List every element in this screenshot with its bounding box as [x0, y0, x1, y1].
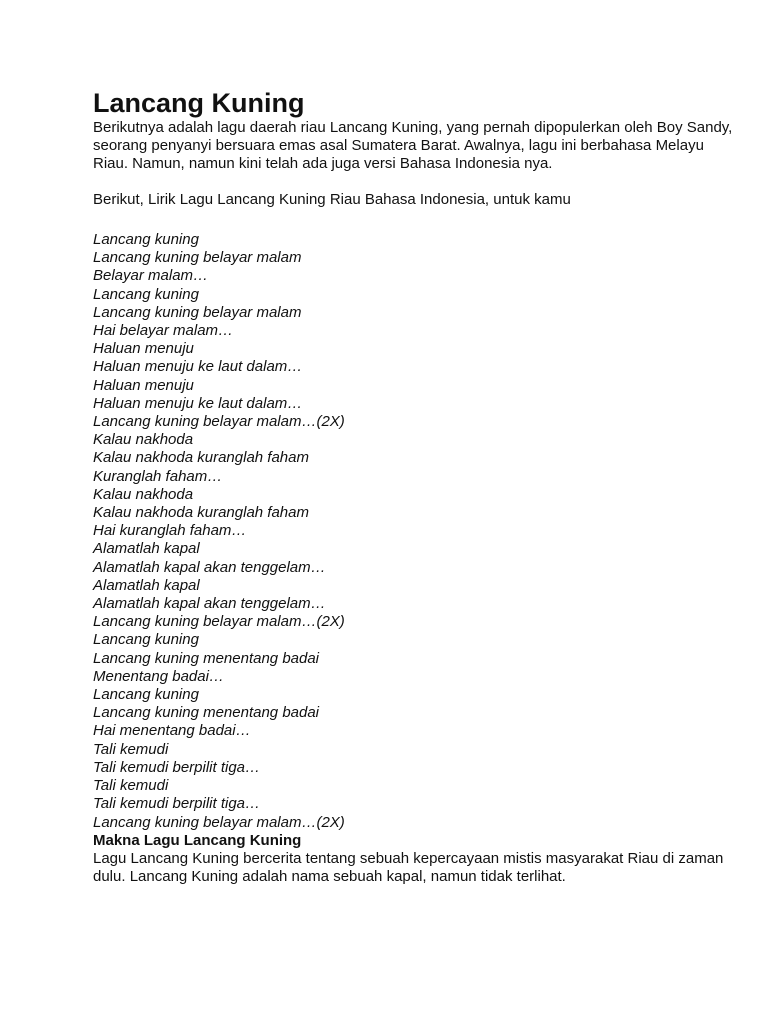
lyric-line: Kuranglah faham…	[93, 467, 223, 485]
lyric-line: Tali kemudi	[93, 777, 169, 795]
document-title: Lancang Kuning	[93, 88, 305, 118]
lyric-line: Kalau nakhoda kuranglah faham	[93, 504, 309, 522]
lyric-line: Hai kuranglah faham…	[93, 522, 247, 540]
lyric-line: Lancang kuning	[93, 631, 199, 649]
lyric-line: Haluan menuju ke laut dalam…	[93, 394, 303, 412]
lyric-line: Hai menentang badai…	[93, 722, 251, 740]
lyric-line: Haluan menuju	[93, 376, 194, 394]
lyric-line: Menentang badai…	[93, 667, 224, 685]
meaning-heading: Makna Lagu Lancang Kuning	[93, 831, 302, 849]
lyric-line: Lancang kuning menentang badai	[93, 649, 320, 667]
lyric-line: Tali kemudi	[93, 740, 169, 758]
lyric-line: Lancang kuning belayar malam	[93, 303, 302, 321]
lyric-line: Belayar malam…	[93, 267, 209, 285]
lyric-line: Lancang kuning	[93, 285, 199, 303]
lyric-line: Haluan menuju ke laut dalam…	[93, 358, 303, 376]
meaning-paragraph: Lagu Lancang Kuning bercerita tentang sebuah kepercayaan mistis masyarakat Riau di zaman dulu. Lancang Kuning adalah nama sebuah kapal, namun tidak terlihat.	[93, 849, 724, 885]
lyric-line: Kalau nakhoda	[93, 485, 194, 503]
lyric-line: Kalau nakhoda kuranglah faham	[93, 449, 309, 467]
lyric-line: Tali kemudi berpilit tiga…	[93, 758, 261, 776]
lyric-line: Hai belayar malam…	[93, 322, 234, 340]
lyric-line: Alamatlah kapal	[93, 576, 200, 594]
lyric-line: Alamatlah kapal	[93, 540, 200, 558]
lyric-line: Alamatlah kapal akan tenggelam…	[93, 595, 326, 613]
document-page	[93, 88, 733, 886]
lyric-line: Lancang kuning belayar malam…(2X)	[93, 813, 345, 831]
lyric-line: Lancang kuning	[93, 686, 199, 704]
lyric-line: Lancang kuning belayar malam…(2X)	[93, 413, 345, 431]
lyric-line: Kalau nakhoda	[93, 431, 194, 449]
lyric-line: Lancang kuning menentang badai	[93, 704, 320, 722]
lyric-line: Tali kemudi berpilit tiga…	[93, 795, 261, 813]
lyrics-intro-paragraph: Berikut, Lirik Lagu Lancang Kuning Riau Bahasa Indonesia, untuk kamu	[93, 191, 571, 208]
lyric-line: Haluan menuju	[93, 340, 194, 358]
lyric-line: Lancang kuning belayar malam	[93, 249, 302, 267]
lyric-line: Lancang kuning	[93, 231, 199, 248]
lyric-line: Lancang kuning belayar malam…(2X)	[93, 613, 345, 631]
lyrics-block	[93, 231, 733, 832]
lyric-line: Alamatlah kapal akan tenggelam…	[93, 558, 326, 576]
intro-paragraph: Berikutnya adalah lagu daerah riau Lancang Kuning, yang pernah dipopulerkan oleh Boy Sandy, seorang penyanyi bersuara emas asal Sumatera Barat. Awalnya, lagu ini berbahasa Melayu Riau. Namun, namun kini telah ada juga versi Bahasa Indonesia nya.	[93, 119, 733, 172]
